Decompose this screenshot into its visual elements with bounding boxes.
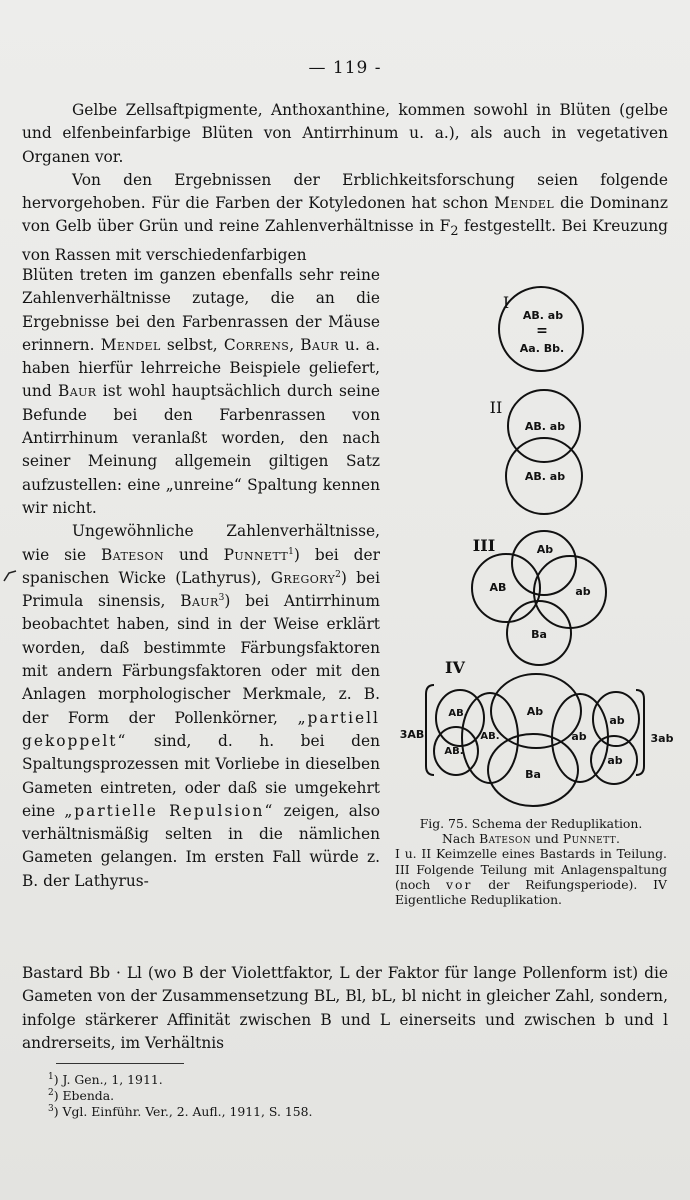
text-run: ) bei der spanischen Wicke (Lathyrus),: [22, 545, 380, 587]
text-run: ) bei Primula sinensis,: [22, 568, 380, 611]
author-baur: Baur: [180, 592, 219, 611]
text-run: ,: [289, 335, 295, 354]
label-III-bottom: Ba: [531, 628, 547, 641]
text-run: Ungewöhnliche Zahlenverhältnisse, wie sie: [22, 522, 380, 564]
paragraph-kopplung: [22, 520, 380, 893]
text-run: selbst,: [166, 335, 218, 354]
footnote-ref-1: 1: [288, 546, 294, 557]
text-run: ist wohl hauptsächlich durch seine Befunde bei den Farbenrassen von Antirrhinum veranlaßt worden, den nach seiner Meinung allgemein giltigen Satz aufzustellen: eine „unreine“ Spaltung kennen wir nicht.: [22, 382, 380, 517]
cell-III-right: [534, 556, 606, 628]
text-run: u. a. haben hierfür lehrreiche Beispiele geliefert, und: [22, 335, 380, 401]
text-run: und: [178, 545, 209, 564]
label-I-eq: =: [536, 323, 548, 339]
paragraph-lathyrus: Bastard Bb · Ll (wo B der Violettfaktor, L der Faktor für lange Pollenform ist) die Gameten von der Zusammensetzung BL, Bl, bL, bl nicht in gleicher Zahl, sondern, infolge stärkerer Affinität zwischen B und L einerseits und zwischen b und l andrerseits, im Verhältnis: [22, 964, 668, 1052]
author-baur: Baur: [58, 382, 97, 401]
text-run: Nach: [442, 831, 476, 847]
label-III: III: [472, 536, 496, 555]
text-run: Blüten treten im ganzen ebenfalls sehr reine Zahlenverhältnisse zutage, die an die Ergebnisse bei den Farbenrassen der Mäuse erinnern.: [22, 266, 380, 354]
text-run: I u. II Keimzelle eines Bastards in Teilung. III Folgende Teilung mit Anlagenspaltung (noch: [395, 846, 667, 892]
author-mendel: Mendel: [100, 335, 161, 354]
footnote-divider: [56, 1063, 184, 1064]
paragraph-reine-verhaeltnisse: [22, 264, 380, 520]
label-IV-cell: AB.: [448, 708, 468, 719]
author-punnett: Punnett: [562, 831, 617, 847]
footnote-text: ) J. Gen., 1, 1911.: [53, 1072, 163, 1087]
footnote-3: [48, 1104, 648, 1120]
label-IV-cell: Ba: [525, 768, 541, 781]
figure-caption: [395, 816, 667, 907]
text-run: sind, d. h. bei den Spaltungsprozessen mit Vorliebe in dieselben Gameten eintreten, oder daß sie umgekehrt eine: [22, 731, 380, 820]
label-III-right: ab: [575, 585, 591, 598]
figure-75-reduplication: [390, 278, 680, 813]
label-I: I: [502, 293, 510, 312]
intro-text: [22, 99, 668, 267]
label-II: II: [489, 398, 503, 417]
label-IV-cell: ab: [609, 714, 625, 727]
text-run: zeigen, also verhältnismäßig selten in die nämlichen Gameten gelangen. Im ersten Fall würde z. B. der Lathyrus-: [22, 801, 380, 890]
footnote-1: [48, 1072, 648, 1088]
label-II-top: AB. ab: [524, 420, 566, 433]
label-I-top: AB. ab: [522, 309, 564, 322]
author-gregory: Gregory: [270, 568, 336, 587]
paragraph-anthoxanthine: Gelbe Zellsaftpigmente, Anthoxanthine, kommen sowohl in Blüten (gelbe und elfenbeinfarbige Blüten von Antirrhinum u. a.), als auch in vegetativen Organen vor.: [22, 101, 668, 166]
label-IV-cell: AB.: [444, 746, 464, 757]
paragraph-erblichkeit: [22, 169, 668, 267]
pencil-mark-icon: [3, 570, 17, 582]
page-number: — 119 -: [308, 58, 382, 78]
footnote-mark: 2: [48, 1087, 54, 1098]
label-I-bottom: Aa. Bb.: [519, 342, 565, 355]
emphasis-partielle-repulsion: „partielle Repulsion“: [64, 801, 275, 820]
label-IV: IV: [445, 658, 465, 677]
footnote-text: ) Ebenda.: [53, 1088, 115, 1103]
bottom-text: [22, 962, 668, 1055]
footnote-ref-3: 3: [218, 593, 225, 604]
label-III-top: Ab: [536, 543, 554, 556]
label-II-bottom: AB. ab: [524, 470, 566, 483]
label-IV-cell: Ab: [526, 705, 544, 718]
subscript-2: 2: [450, 224, 459, 240]
text-run: Von den Ergebnissen der Erblichkeitsforschung seien folgende hervorgehoben. Für die Farben der Kotyledonen hat schon: [22, 170, 668, 213]
label-IV-cell: ab: [607, 754, 623, 767]
text-run: der Reifungsperiode). IV Eigentliche Reduplikation.: [395, 876, 667, 908]
footnotes: [48, 1072, 648, 1120]
text-run: ) bei Antirrhinum beobachtet haben, sind in der Weise erklärt worden, daß bestimmte Färbungsfaktoren mit andern Färbungsfaktoren oder mit den Anlagen morphologischer Merkmale, z. B. der Form der Pollenkörner,: [22, 592, 380, 727]
left-column-text: [22, 264, 380, 893]
emphasis-vor: vor: [446, 876, 473, 892]
footnote-ref-2: 2: [335, 569, 341, 580]
footnote-mark: 1: [48, 1071, 54, 1082]
label-IV-left-bracket: 3AB: [399, 728, 425, 741]
author-punnett: Punnett: [223, 545, 289, 564]
label-IV-cell: ab: [571, 730, 587, 743]
author-mendel: Mendel: [494, 194, 555, 213]
caption-title: Fig. 75. Schema der Reduplikation.: [419, 816, 643, 831]
footnote-mark: 3: [48, 1103, 54, 1114]
label-IV-cell: AB.: [480, 731, 500, 742]
author-baur: Baur: [300, 335, 339, 354]
bracket-left: [426, 685, 434, 775]
caption-body: [395, 846, 667, 907]
caption-credit: [395, 831, 667, 846]
author-bateson: Bateson: [101, 545, 165, 564]
author-correns: Correns: [223, 335, 290, 354]
text-run: festgestellt. Bei Kreuzung von Rassen mit verschiedenfarbigen: [22, 217, 669, 264]
label-IV-right-bracket: 3ab: [650, 732, 674, 745]
text-run: .: [616, 831, 620, 847]
cell-III-top: [512, 531, 576, 595]
footnote-text: ) Vgl. Einführ. Ver., 2. Aufl., 1911, S. 158.: [53, 1104, 313, 1119]
label-III-left: AB: [489, 581, 507, 594]
footnote-2: [48, 1088, 648, 1104]
author-bateson: Bateson: [479, 831, 532, 847]
text-run: und: [534, 831, 559, 847]
text-run: die Dominanz von Gelb über Grün und reine Zahlenverhältnisse in F: [22, 194, 668, 236]
emphasis-partiell-gekoppelt: „partiell gekoppelt“: [22, 708, 380, 750]
